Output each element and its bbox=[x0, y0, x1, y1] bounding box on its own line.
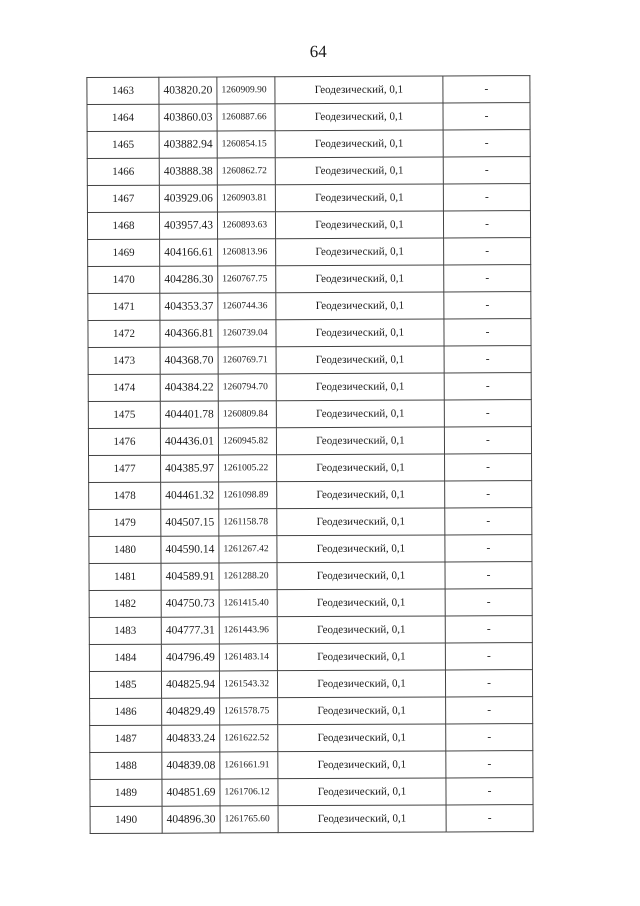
cell-point-number: 1483 bbox=[89, 617, 161, 644]
cell-point-number: 1472 bbox=[88, 320, 160, 347]
cell-coord-x: 404851.69 bbox=[162, 779, 220, 806]
cell-mark-description: - bbox=[445, 454, 532, 481]
cell-coord-x: 404590.14 bbox=[161, 536, 219, 563]
table-row bbox=[88, 265, 531, 294]
cell-determination-method: Геодезический, 0,1 bbox=[276, 346, 444, 374]
cell-coord-x: 403860.03 bbox=[159, 104, 217, 131]
cell-point-number: 1482 bbox=[89, 590, 161, 617]
cell-coord-y: 1261765.60 bbox=[220, 806, 278, 833]
cell-point-number: 1475 bbox=[88, 401, 160, 428]
table-row bbox=[88, 292, 531, 321]
cell-coord-y: 1260744.36 bbox=[218, 293, 276, 320]
cell-determination-method: Геодезический, 0,1 bbox=[275, 76, 443, 104]
cell-coord-y: 1261661.91 bbox=[220, 752, 278, 779]
cell-coord-x: 404777.31 bbox=[161, 617, 219, 644]
table-row bbox=[89, 535, 532, 564]
cell-determination-method: Геодезический, 0,1 bbox=[275, 103, 443, 131]
cell-point-number: 1477 bbox=[89, 455, 161, 482]
cell-coord-y: 1260862.72 bbox=[217, 158, 275, 185]
cell-point-number: 1476 bbox=[88, 428, 160, 455]
cell-determination-method: Геодезический, 0,1 bbox=[278, 697, 446, 725]
cell-coord-x: 404385.97 bbox=[161, 455, 219, 482]
cell-point-number: 1487 bbox=[90, 725, 162, 752]
cell-point-number: 1488 bbox=[90, 752, 162, 779]
cell-mark-description: - bbox=[443, 184, 530, 211]
cell-determination-method: Геодезический, 0,1 bbox=[277, 670, 445, 698]
cell-coord-y: 1261543.32 bbox=[219, 671, 277, 698]
cell-mark-description: - bbox=[443, 157, 530, 184]
cell-coord-y: 1260794.70 bbox=[218, 374, 276, 401]
table-row bbox=[87, 157, 530, 186]
cell-coord-x: 404750.73 bbox=[161, 590, 219, 617]
table-row bbox=[90, 724, 533, 753]
table-row bbox=[89, 508, 532, 537]
cell-determination-method: Геодезический, 0,1 bbox=[276, 373, 444, 401]
cell-determination-method: Геодезический, 0,1 bbox=[277, 616, 445, 644]
cell-coord-x: 403888.38 bbox=[159, 158, 217, 185]
cell-coord-x: 404166.61 bbox=[160, 239, 218, 266]
cell-determination-method: Геодезический, 0,1 bbox=[277, 589, 445, 617]
cell-determination-method: Геодезический, 0,1 bbox=[276, 319, 444, 347]
page-number: 64 bbox=[309, 41, 327, 62]
cell-coord-y: 1261415.40 bbox=[219, 590, 277, 617]
cell-point-number: 1469 bbox=[88, 239, 160, 266]
cell-determination-method: Геодезический, 0,1 bbox=[276, 400, 444, 428]
table-row bbox=[87, 103, 530, 132]
cell-point-number: 1468 bbox=[87, 212, 159, 239]
cell-coord-x: 403882.94 bbox=[159, 131, 217, 158]
cell-determination-method: Геодезический, 0,1 bbox=[277, 562, 445, 590]
cell-determination-method: Геодезический, 0,1 bbox=[278, 751, 446, 779]
cell-coord-x: 404896.30 bbox=[162, 806, 220, 833]
table-row bbox=[88, 373, 531, 402]
cell-point-number: 1473 bbox=[88, 347, 160, 374]
cell-coord-y: 1260903.81 bbox=[217, 185, 275, 212]
table-row bbox=[88, 427, 531, 456]
cell-mark-description: - bbox=[443, 130, 530, 157]
cell-coord-y: 1260945.82 bbox=[218, 428, 276, 455]
cell-coord-y: 1260813.96 bbox=[218, 239, 276, 266]
cell-coord-x: 403957.43 bbox=[159, 212, 217, 239]
cell-coord-x: 404833.24 bbox=[162, 725, 220, 752]
cell-determination-method: Геодезический, 0,1 bbox=[276, 427, 444, 455]
cell-mark-description: - bbox=[445, 589, 532, 616]
table-row bbox=[89, 589, 532, 618]
cell-point-number: 1484 bbox=[89, 644, 161, 671]
cell-coord-x: 404401.78 bbox=[160, 401, 218, 428]
cell-coord-y: 1261158.78 bbox=[219, 509, 277, 536]
cell-point-number: 1490 bbox=[90, 806, 162, 833]
cell-determination-method: Геодезический, 0,1 bbox=[275, 184, 443, 212]
cell-coord-x: 404839.08 bbox=[162, 752, 220, 779]
coordinates-table-body bbox=[87, 76, 533, 834]
cell-point-number: 1479 bbox=[89, 509, 161, 536]
cell-coord-y: 1260893.63 bbox=[217, 212, 275, 239]
cell-point-number: 1486 bbox=[90, 698, 162, 725]
cell-determination-method: Геодезический, 0,1 bbox=[275, 211, 443, 239]
table-row bbox=[89, 481, 532, 510]
cell-coord-x: 404384.22 bbox=[160, 374, 218, 401]
cell-point-number: 1463 bbox=[87, 77, 159, 104]
cell-point-number: 1485 bbox=[89, 671, 161, 698]
cell-mark-description: - bbox=[443, 211, 530, 238]
cell-mark-description: - bbox=[443, 103, 530, 130]
table-row bbox=[89, 643, 532, 672]
table-row bbox=[89, 616, 532, 645]
cell-coord-x: 404366.81 bbox=[160, 320, 218, 347]
cell-point-number: 1465 bbox=[87, 131, 159, 158]
cell-coord-y: 1260739.04 bbox=[218, 320, 276, 347]
table-row bbox=[89, 670, 532, 699]
table-row bbox=[88, 319, 531, 348]
cell-mark-description: - bbox=[444, 373, 531, 400]
cell-mark-description: - bbox=[444, 319, 531, 346]
cell-coord-y: 1261483.14 bbox=[219, 644, 277, 671]
cell-determination-method: Геодезический, 0,1 bbox=[275, 157, 443, 185]
table-row bbox=[88, 400, 531, 429]
cell-coord-x: 404796.49 bbox=[161, 644, 219, 671]
table-row bbox=[90, 805, 533, 834]
cell-coord-x: 404507.15 bbox=[161, 509, 219, 536]
cell-mark-description: - bbox=[446, 697, 533, 724]
cell-mark-description: - bbox=[444, 292, 531, 319]
cell-coord-y: 1260809.84 bbox=[218, 401, 276, 428]
cell-mark-description: - bbox=[446, 805, 533, 832]
table-row bbox=[90, 697, 533, 726]
cell-mark-description: - bbox=[445, 535, 532, 562]
cell-coord-y: 1260854.15 bbox=[217, 131, 275, 158]
cell-determination-method: Геодезический, 0,1 bbox=[278, 805, 446, 833]
cell-coord-x: 404825.94 bbox=[161, 671, 219, 698]
cell-coord-x: 404461.32 bbox=[161, 482, 219, 509]
cell-coord-x: 403820.20 bbox=[159, 77, 217, 104]
cell-mark-description: - bbox=[444, 346, 531, 373]
cell-coord-x: 404589.91 bbox=[161, 563, 219, 590]
cell-mark-description: - bbox=[444, 238, 531, 265]
cell-coord-x: 404829.49 bbox=[162, 698, 220, 725]
cell-mark-description: - bbox=[446, 724, 533, 751]
cell-coord-x: 403929.06 bbox=[159, 185, 217, 212]
cell-determination-method: Геодезический, 0,1 bbox=[277, 454, 445, 482]
cell-point-number: 1478 bbox=[89, 482, 161, 509]
cell-mark-description: - bbox=[446, 778, 533, 805]
table-row bbox=[90, 778, 533, 807]
cell-coord-x: 404368.70 bbox=[160, 347, 218, 374]
cell-determination-method: Геодезический, 0,1 bbox=[277, 535, 445, 563]
cell-coord-y: 1260769.71 bbox=[218, 347, 276, 374]
table-row bbox=[89, 562, 532, 591]
cell-coord-y: 1261622.52 bbox=[220, 725, 278, 752]
cell-coord-y: 1261443.96 bbox=[219, 617, 277, 644]
cell-mark-description: - bbox=[445, 481, 532, 508]
cell-mark-description: - bbox=[446, 751, 533, 778]
cell-point-number: 1480 bbox=[89, 536, 161, 563]
cell-coord-y: 1261578.75 bbox=[220, 698, 278, 725]
cell-coord-x: 404353.37 bbox=[160, 293, 218, 320]
cell-determination-method: Геодезический, 0,1 bbox=[275, 130, 443, 158]
cell-coord-y: 1261098.89 bbox=[219, 482, 277, 509]
cell-point-number: 1464 bbox=[87, 104, 159, 131]
cell-determination-method: Геодезический, 0,1 bbox=[276, 265, 444, 293]
cell-mark-description: - bbox=[445, 508, 532, 535]
table-row bbox=[87, 211, 530, 240]
cell-mark-description: - bbox=[444, 400, 531, 427]
table-row bbox=[89, 454, 532, 483]
cell-coord-x: 404436.01 bbox=[160, 428, 218, 455]
cell-coord-y: 1260887.66 bbox=[217, 104, 275, 131]
cell-coord-y: 1260909.90 bbox=[217, 77, 275, 104]
cell-mark-description: - bbox=[445, 670, 532, 697]
table-row bbox=[88, 238, 531, 267]
cell-mark-description: - bbox=[444, 427, 531, 454]
coordinates-table bbox=[86, 75, 533, 834]
cell-mark-description: - bbox=[445, 562, 532, 589]
cell-mark-description: - bbox=[445, 643, 532, 670]
cell-determination-method: Геодезический, 0,1 bbox=[276, 292, 444, 320]
cell-mark-description: - bbox=[443, 76, 530, 103]
cell-point-number: 1467 bbox=[87, 185, 159, 212]
cell-coord-y: 1261267.42 bbox=[219, 536, 277, 563]
cell-coord-y: 1261005.22 bbox=[219, 455, 277, 482]
cell-determination-method: Геодезический, 0,1 bbox=[277, 508, 445, 536]
cell-coord-y: 1260767.75 bbox=[218, 266, 276, 293]
cell-coord-y: 1261706.12 bbox=[220, 779, 278, 806]
cell-point-number: 1470 bbox=[88, 266, 160, 293]
cell-point-number: 1481 bbox=[89, 563, 161, 590]
table-row bbox=[88, 346, 531, 375]
cell-point-number: 1474 bbox=[88, 374, 160, 401]
table-row bbox=[90, 751, 533, 780]
cell-point-number: 1471 bbox=[88, 293, 160, 320]
cell-mark-description: - bbox=[445, 616, 532, 643]
cell-point-number: 1466 bbox=[87, 158, 159, 185]
cell-point-number: 1489 bbox=[90, 779, 162, 806]
cell-determination-method: Геодезический, 0,1 bbox=[276, 238, 444, 266]
cell-coord-y: 1261288.20 bbox=[219, 563, 277, 590]
cell-determination-method: Геодезический, 0,1 bbox=[277, 643, 445, 671]
cell-determination-method: Геодезический, 0,1 bbox=[277, 481, 445, 509]
table-row bbox=[87, 184, 530, 213]
cell-determination-method: Геодезический, 0,1 bbox=[278, 724, 446, 752]
table-row bbox=[87, 130, 530, 159]
cell-coord-x: 404286.30 bbox=[160, 266, 218, 293]
table-row bbox=[87, 76, 530, 105]
cell-mark-description: - bbox=[444, 265, 531, 292]
cell-determination-method: Геодезический, 0,1 bbox=[278, 778, 446, 806]
